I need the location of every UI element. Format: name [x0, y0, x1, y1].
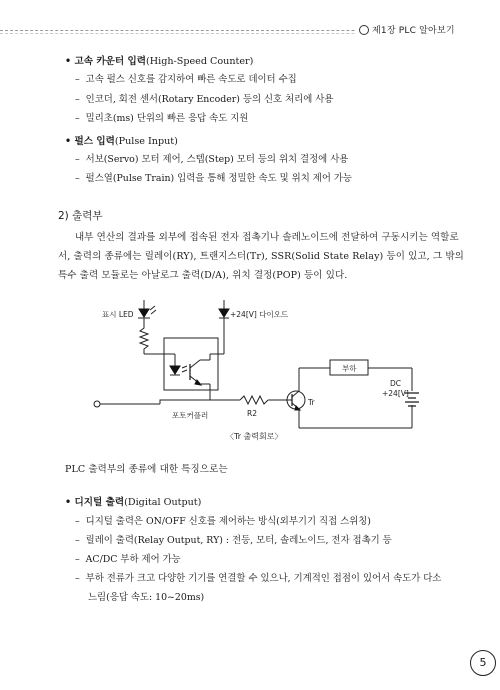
r2-label: R2 — [247, 409, 257, 418]
dc-voltage: +24[V] — [382, 389, 409, 398]
led-label: 표시 LED — [102, 310, 134, 319]
resistor-r2 — [240, 396, 268, 404]
high-speed-heading — [65, 53, 253, 67]
photocoupler-label: 포토커플러 — [172, 411, 209, 420]
tr-output-circuit — [0, 290, 500, 460]
list-item: – 서보(Servo) 모터 제어, 스텝(Step) 모터 등의 위치 결정에 사용 — [75, 154, 349, 165]
list-item: – 릴레이 출력(Relay Output, RY) : 전등, 모터, 솔레노이드, 전자 접촉기 등 — [75, 535, 392, 546]
list-item: – AC/DC 부하 제어 가능 — [75, 554, 181, 565]
list-item-continuation: 느림(응답 속도: 10~20ms) — [88, 592, 205, 603]
led-icon — [138, 306, 156, 318]
diode-icon — [219, 300, 229, 318]
paragraph-line: 특수 출력 모듈로는 아날로그 출력(D/A), 위치 결정(POP) 등이 있다. — [58, 270, 348, 281]
circuit-caption: 〈Tr 출력회로〉 — [226, 432, 283, 441]
pulse-title-ko: 펄스 입력 — [74, 136, 115, 147]
resistor-r1 — [140, 325, 148, 352]
list-item: – 고속 펄스 신호를 감지하여 빠른 속도로 데이터 수집 — [75, 74, 297, 85]
bullet-icon: • — [65, 497, 72, 508]
paragraph-line: 서, 출력의 종류에는 릴레이(RY), 트랜지스터(Tr), SSR(Solid State Relay) 등이 있고, 그 밖의 — [58, 251, 464, 262]
pulse-heading — [65, 133, 178, 147]
input-terminal — [94, 401, 100, 407]
chapter-dot-icon — [359, 25, 369, 35]
pulse-title-en: (Pulse Input) — [114, 136, 178, 147]
features-intro: PLC 출력부의 종류에 대한 특징으로는 — [65, 464, 228, 475]
section-heading: 2) 출력부 — [58, 210, 103, 222]
digital-output-heading — [65, 494, 201, 508]
tr-label: Tr — [308, 398, 315, 407]
load-label: 부하 — [342, 364, 357, 373]
bullet-icon: • — [65, 56, 72, 67]
list-item: – 펄스열(Pulse Train) 입력을 통해 정밀한 속도 및 위치 제어 가능 — [75, 173, 352, 184]
list-item: – 인코더, 회전 센서(Rotary Encoder) 등의 신호 처리에 사용 — [75, 94, 334, 105]
list-item: – 밀리초(ms) 단위의 빠른 응답 속도 지원 — [75, 113, 249, 124]
paragraph-line: 내부 연산의 결과를 외부에 접속된 전자 접촉기나 솔레노이드에 전달하여 구동시키는 역할로 — [75, 232, 459, 243]
list-item: – 부하 전류가 크고 다양한 기기를 연결할 수 있으나, 기계적인 접점이 있어서 속도가 다소 — [75, 573, 442, 584]
digital-output-title-en: (Digital Output) — [124, 497, 202, 508]
list-item: – 디지털 출력은 ON/OFF 신호를 제어하는 방식(외부기기 직접 스위칭) — [75, 516, 371, 527]
diode-label: +24[V] 다이오드 — [230, 310, 289, 319]
bullet-icon: • — [65, 136, 72, 147]
high-speed-title-ko: 고속 카운터 입력 — [74, 56, 147, 67]
page-number: 5 — [470, 650, 496, 676]
dc-label: DC — [390, 379, 402, 388]
chapter-title: 제1장 PLC 알아보기 — [372, 26, 455, 36]
digital-output-title-ko: 디지털 출력 — [74, 497, 125, 508]
high-speed-title-en: (High-Speed Counter) — [146, 56, 254, 67]
photocoupler-box — [164, 338, 218, 390]
